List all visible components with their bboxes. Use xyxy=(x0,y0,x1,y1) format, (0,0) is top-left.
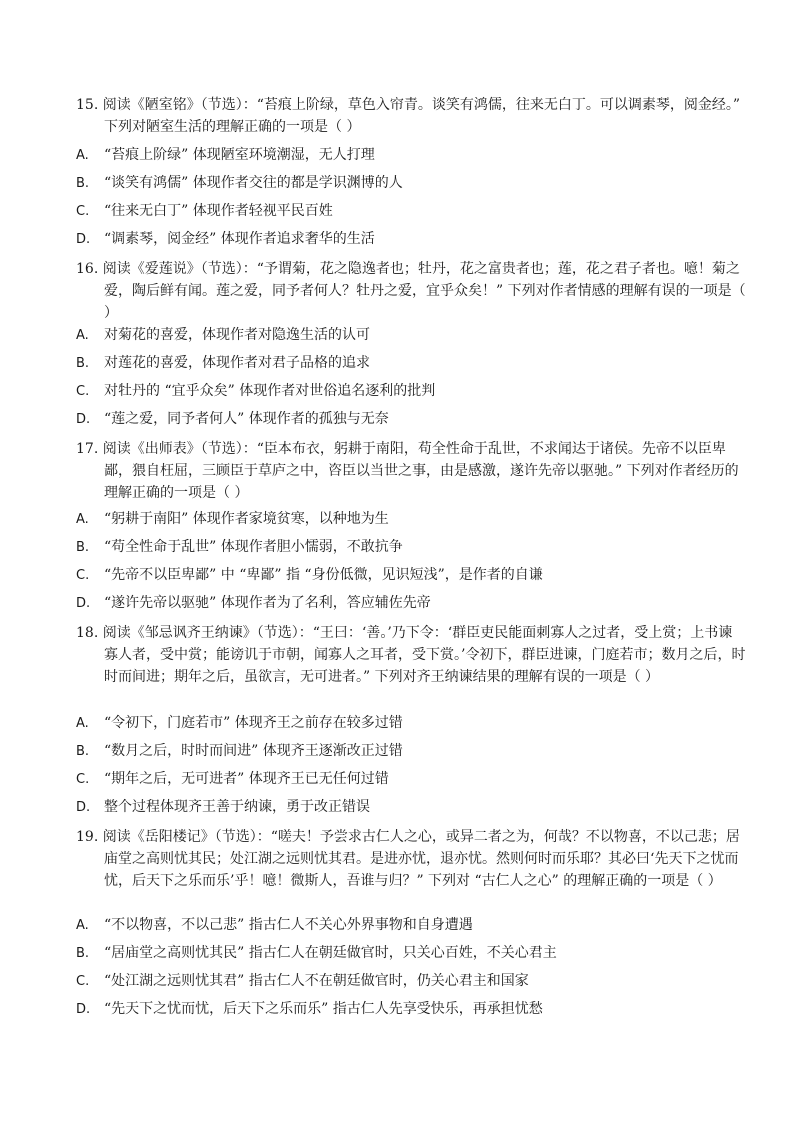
question-16-option-b xyxy=(76,352,746,375)
option-letter: A. xyxy=(76,716,89,731)
option-text: 整个过程体现齐王善于纳谏，勇于改正错误 xyxy=(104,799,370,815)
option-text: 对菊花的喜爱，体现作者对隐逸生活的认可 xyxy=(104,327,370,343)
option-text: “数月之后，时时而间进” 体现齐王逐渐改正过错 xyxy=(104,743,403,759)
question-15-option-a xyxy=(76,144,746,167)
option-letter: A. xyxy=(76,918,89,933)
option-text: “苟全性命于乱世” 体现作者胆小懦弱，不敢抗争 xyxy=(104,539,403,555)
option-letter: D. xyxy=(76,596,91,611)
option-text: “莲之爱，同予者何人” 体现作者的孤独与无奈 xyxy=(104,411,389,427)
option-text: “处江湖之远则忧其君” 指古仁人不在朝廷做官时，仍关心君主和国家 xyxy=(104,973,529,989)
option-letter: B. xyxy=(76,356,90,371)
option-letter: C. xyxy=(76,772,90,787)
question-17-stem: 17. 阅读《出师表》（节选）：“臣本布衣，躬耕于南阳，苟全性命于乱世，不求闻达于诸侯。先帝不以臣卑鄙，猥自枉屈，三顾臣于草庐之中，咨臣以当世之事，由是感激，遂许先帝以驱驰。” 下列对作者经历的理解正确的一项是（ ） xyxy=(76,441,739,501)
option-text: “调素琴，阅金经” 体现作者追求奢华的生活 xyxy=(104,231,375,247)
option-letter: B. xyxy=(76,540,90,555)
question-16-stem: 16. 阅读《爱莲说》（节选）：“予谓菊，花之隐逸者也；牡丹，花之富贵者也；莲，花之君子者也。噫！菊之爱，陶后鲜有闻。莲之爱，同予者何人？牡丹之爱，宜乎众矣！” 下列对作者情感的理解有误的一项是（ ） xyxy=(76,261,746,321)
question-18-option-c xyxy=(76,768,746,791)
question-17-option-a xyxy=(76,508,746,531)
question-15-option-d xyxy=(76,228,746,251)
option-text: “居庙堂之高则忧其民” 指古仁人在朝廷做官时，只关心百姓，不关心君主 xyxy=(104,945,557,961)
option-letter: A. xyxy=(76,512,89,527)
question-18-stem: 18. 阅读《邹忌讽齐王纳谏》（节选）：“王曰：‘善。’乃下令：‘群臣吏民能面刺寡人之过者，受上赏；上书谏寡人者，受中赏；能谤讥于市朝，闻寡人之耳者，受下赏。’令初下，群臣进谏，门庭若市；数月之后，时时而间进；期年之后，虽欲言，无可进者。” 下列对齐王纳谏结果的理解有误的一项是（ ） xyxy=(76,625,746,685)
option-letter: D. xyxy=(76,800,91,815)
option-text: “遂许先帝以驱驰” 体现作者为了名利，答应辅佐先帝 xyxy=(104,595,431,611)
option-text: “不以物喜，不以己悲” 指古仁人不关心外界事物和自身遭遇 xyxy=(104,917,473,933)
option-letter: A. xyxy=(76,328,89,343)
question-17-option-c xyxy=(76,564,746,587)
question-16-option-c xyxy=(76,380,746,403)
option-letter: C. xyxy=(76,384,90,399)
question-19-option-a xyxy=(76,914,746,937)
option-letter: C. xyxy=(76,568,90,583)
question-19-option-c xyxy=(76,970,746,993)
question-17-option-d xyxy=(76,592,746,615)
option-letter: C. xyxy=(76,974,90,989)
option-letter: D. xyxy=(76,412,91,427)
question-15-stem: 15. 阅读《陋室铭》（节选）：“苔痕上阶绿，草色入帘青。谈笑有鸿儒，往来无白丁。可以调素琴，阅金经。” 下列对陋室生活的理解正确的一项是（ ） xyxy=(76,97,741,135)
option-text: “苔痕上阶绿” 体现陋室环境潮湿，无人打理 xyxy=(104,147,375,163)
question-19-option-b xyxy=(76,942,746,965)
option-letter: B. xyxy=(76,744,90,759)
option-text: 对莲花的喜爱，体现作者对君子品格的追求 xyxy=(104,355,370,371)
option-text: “先天下之忧而忧，后天下之乐而乐” 指古仁人先享受快乐，再承担忧愁 xyxy=(104,1001,543,1017)
question-15-option-c xyxy=(76,200,746,223)
option-letter: D. xyxy=(76,1002,91,1017)
question-19-option-d xyxy=(76,998,746,1021)
option-text: “期年之后，无可进者” 体现齐王已无任何过错 xyxy=(104,771,389,787)
question-18-option-d xyxy=(76,796,746,819)
option-text: “令初下，门庭若市” 体现齐王之前存在较多过错 xyxy=(104,715,403,731)
option-letter: A. xyxy=(76,148,89,163)
option-text: “谈笑有鸿儒” 体现作者交往的都是学识渊博的人 xyxy=(104,175,403,191)
question-15-option-b xyxy=(76,172,746,195)
option-text: 对牡丹的 “宜乎众矣” 体现作者对世俗追名逐利的批判 xyxy=(104,383,436,399)
option-letter: C. xyxy=(76,204,90,219)
option-text: “躬耕于南阳” 体现作者家境贫寒，以种地为生 xyxy=(104,511,389,527)
question-18-option-b xyxy=(76,740,746,763)
question-18-option-a xyxy=(76,712,746,735)
question-16-option-d xyxy=(76,408,746,431)
option-text: “往来无白丁” 体现作者轻视平民百姓 xyxy=(104,203,333,219)
question-19-stem: 19. 阅读《岳阳楼记》（节选）：“嗟夫！予尝求古仁人之心，或异二者之为，何哉？不以物喜，不以己悲；居庙堂之高则忧其民；处江湖之远则忧其君。是进亦忧，退亦忧。然则何时而乐耶？其必曰‘先天下之忧而忧，后天下之乐而乐’乎！噫！微斯人，吾谁与归？” 下列对 “古仁人之心” 的理解正确的一项是（ ） xyxy=(76,829,740,889)
question-16-option-a xyxy=(76,324,746,347)
option-text: “先帝不以臣卑鄙” 中 “卑鄙” 指 “身份低微，见识短浅”，是作者的自谦 xyxy=(104,567,543,583)
option-letter: B. xyxy=(76,946,90,961)
option-letter: B. xyxy=(76,176,90,191)
question-17-option-b xyxy=(76,536,746,559)
option-letter: D. xyxy=(76,232,91,247)
